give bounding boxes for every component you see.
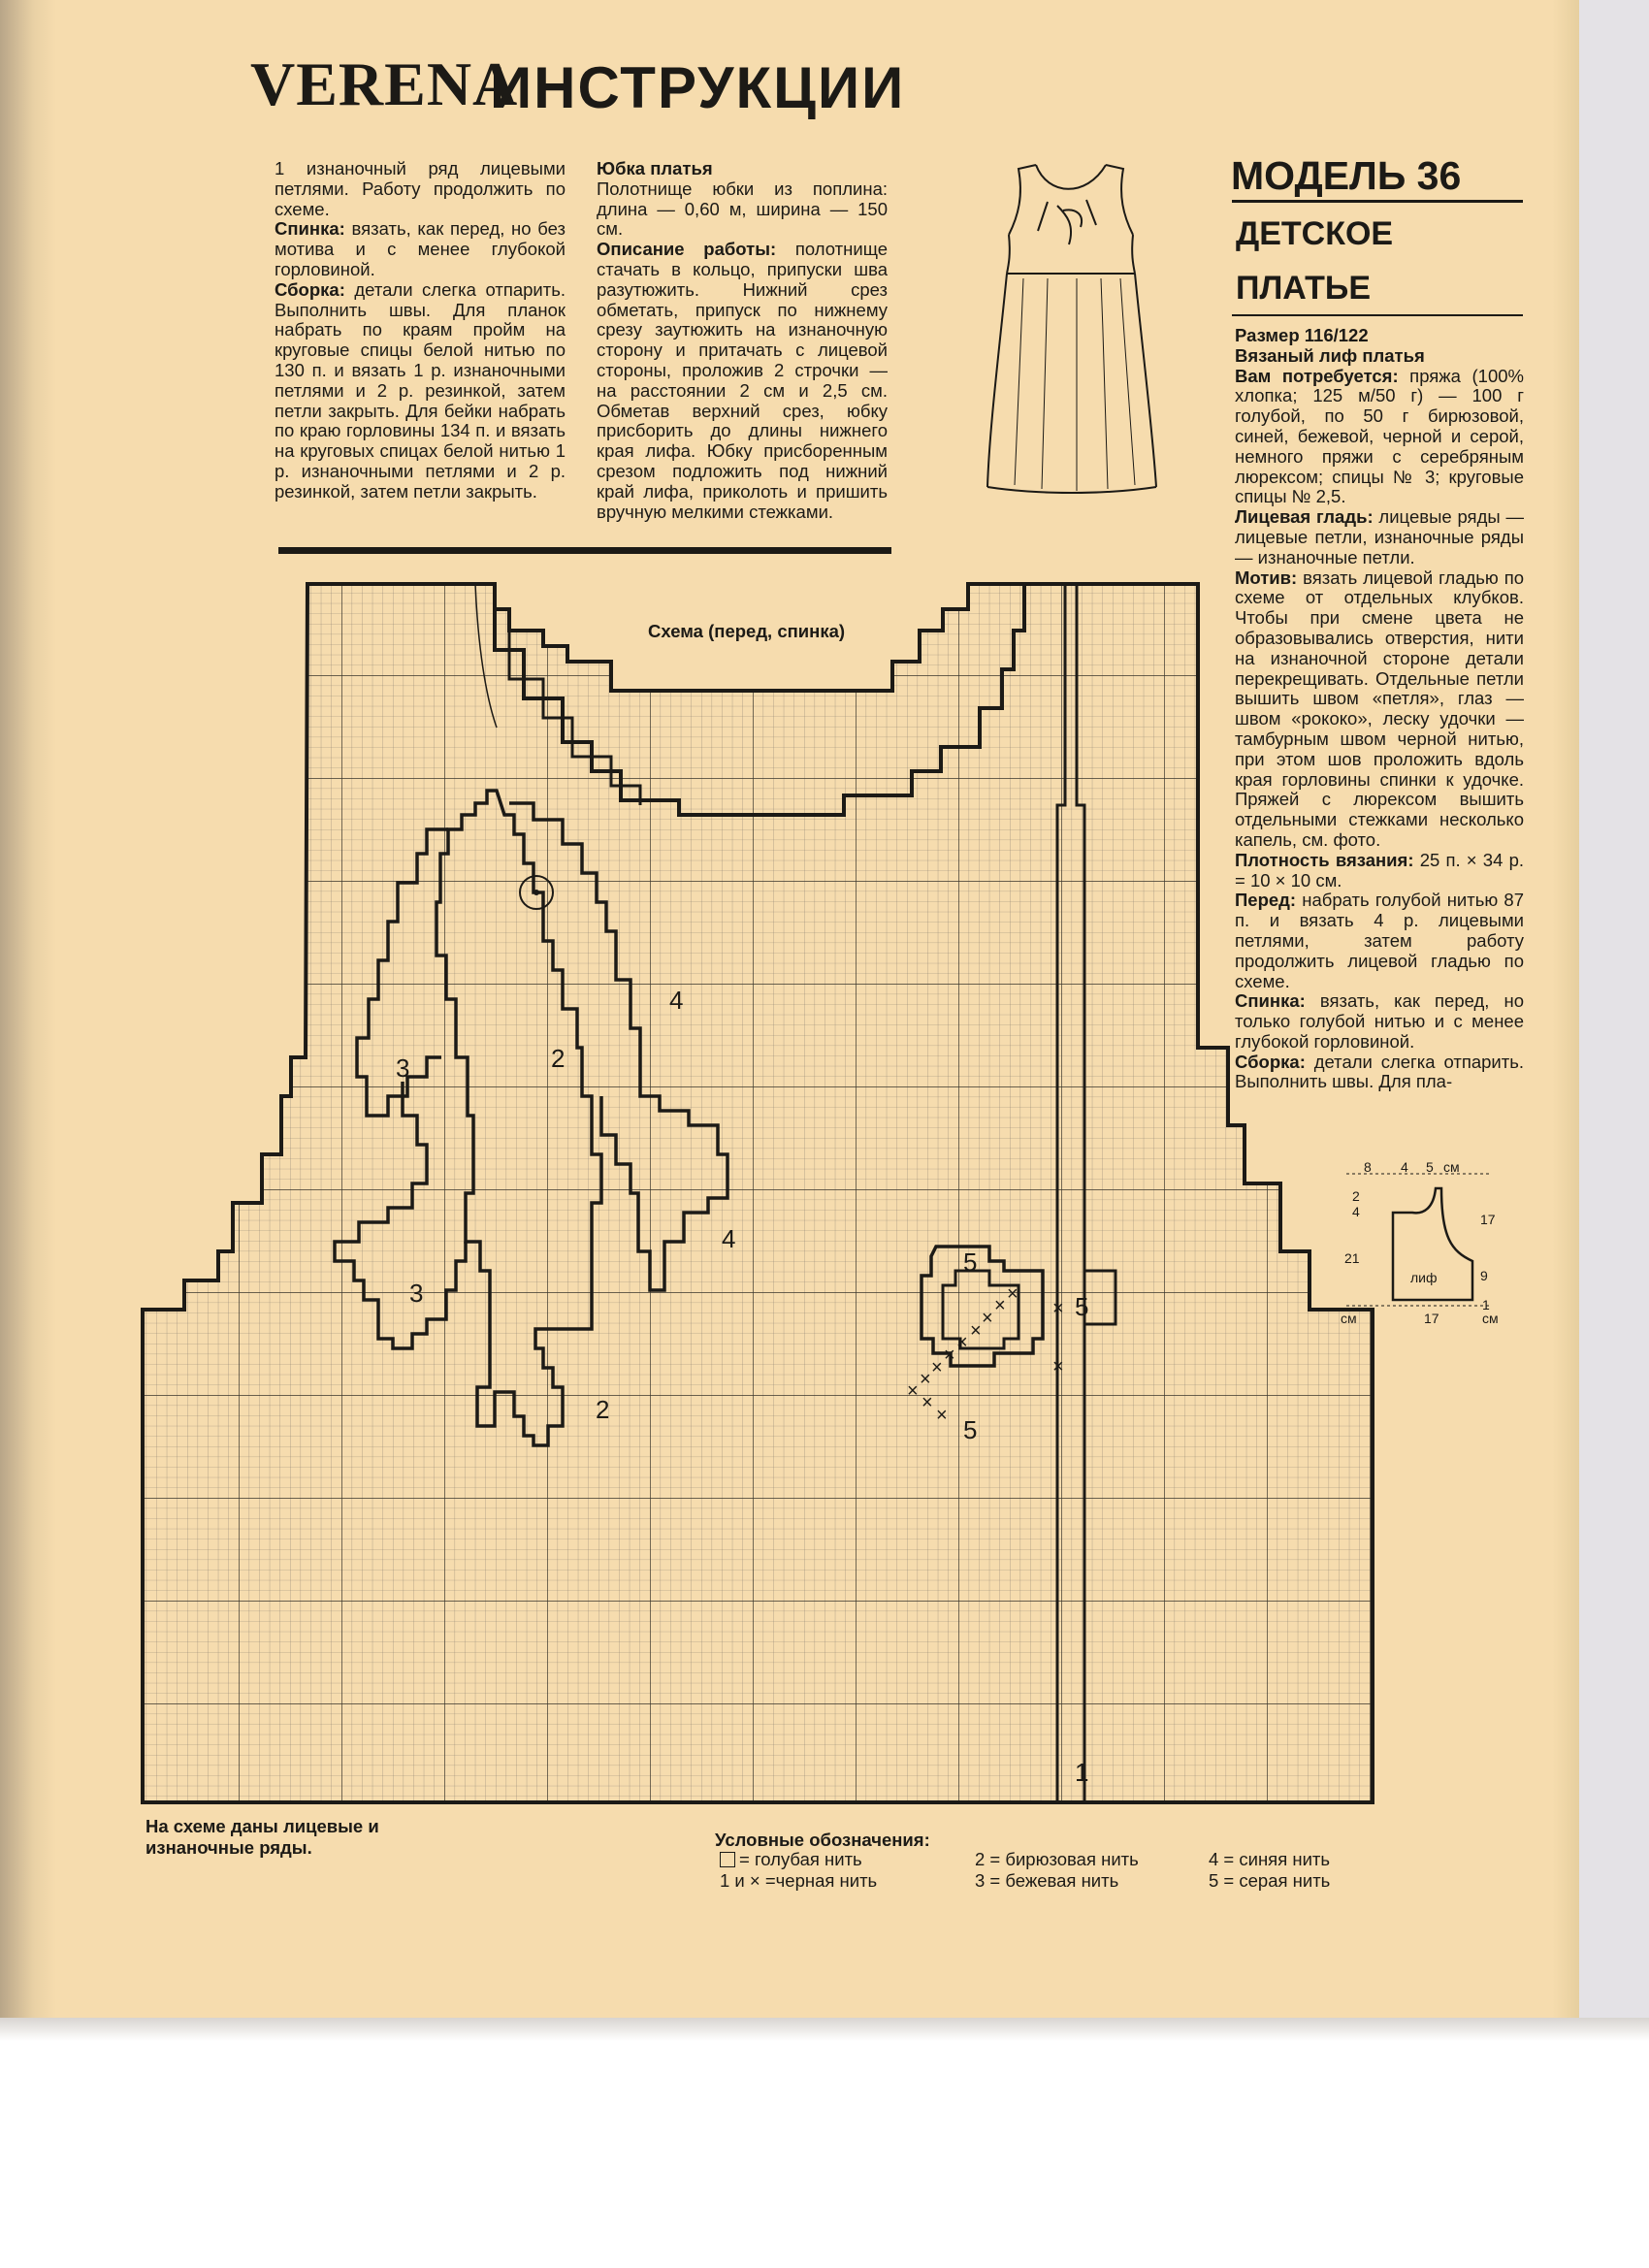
paragraph-assembly <box>275 280 566 502</box>
zone-label: 2 <box>596 1395 610 1424</box>
bodice-heading: Вязаный лиф платья <box>1235 344 1425 366</box>
model-subtitle-line-2: ПЛАТЬЕ <box>1236 270 1372 307</box>
fish-eye <box>534 890 539 895</box>
svg-text:×: × <box>922 1392 933 1413</box>
gauge-heading: Плотность вязания: <box>1235 849 1414 870</box>
legend-title: Условные обозначения: <box>715 1830 930 1850</box>
chart-note: На схеме даны лицевые и изнаночные ряды. <box>146 1816 379 1858</box>
motif-heading: Мотив: <box>1235 567 1298 588</box>
work-description-heading: Описание работы: <box>597 239 777 260</box>
page-edge <box>1552 0 1579 2018</box>
stockinette-heading: Лицевая гладь: <box>1235 506 1374 528</box>
zone-label: 2 <box>551 1044 566 1073</box>
scan-bottom-shadow <box>0 2018 1649 2041</box>
svg-text:×: × <box>1052 1298 1064 1319</box>
paragraph-back <box>275 219 566 279</box>
knitting-chart <box>136 572 1387 1814</box>
svg-text:×: × <box>907 1380 919 1402</box>
section-rule <box>278 547 891 554</box>
mini-right-label: 17 <box>1480 1212 1496 1227</box>
legend-item-blue: = голубая нить <box>720 1849 862 1870</box>
paragraph-work-description <box>597 240 888 522</box>
back-heading: Спинка: <box>275 218 345 240</box>
back-text-2: вязать, как перед, но только голубой нитью и с менее глубокой горловиной. <box>1235 990 1524 1052</box>
motif-text: вязать лицевой гладью по схеме от отдельных клубков. Чтобы при смене цвета не образовывались отверстия, нити на изнаночной стороне детали перекрещивать. Отдельные петли вышить швом «петля», глаз — швом «рококо», леску удочки — тамбурным швом черной нитью, при этом шов проложить вдоль края горловины спинки к удочке. Пряжей с люрексом вышить отдельными стежками несколько капель, см. фото. <box>1235 567 1524 850</box>
zone-label: 5 <box>1075 1292 1089 1321</box>
paragraph-materials <box>1235 367 1524 508</box>
svg-text:×: × <box>970 1320 982 1342</box>
paragraph-continuation: 1 изнаночный ряд лицевыми петлями. Работу продолжить по схеме. <box>275 158 566 219</box>
page-title: ИНСТРУКЦИИ <box>490 55 906 120</box>
zone-label: 5 <box>963 1247 978 1277</box>
mini-top-label: 4 <box>1401 1159 1408 1175</box>
assembly-text-2: детали слегка отпарить. Выполнить швы. Для пла- <box>1235 1051 1524 1092</box>
brand-logo: VERENA <box>250 49 519 118</box>
mini-right-label: 1 <box>1482 1297 1490 1312</box>
zone-label: 4 <box>722 1224 736 1253</box>
work-description-text: полотнище стачать в кольцо, припуски шва разутюжить. Нижний срез обметать, припуск по нижнему срезу заутюжить на изнаночную сторону и притачать с лицевой стороны, проложив 2 строчки — на расстоянии 2 см и 2,5 см. Обметав верхний срез, юбку присборить до длины нижнего края лифа. Юбку присборенным срезом подложить под нижний край лифа, приколоть и пришить вручную мелкими стежками. <box>597 239 888 522</box>
legend-item-grey: 5 = серая нить <box>1209 1870 1331 1891</box>
paragraph-stockinette <box>1235 507 1524 567</box>
mini-bottom-label: 17 <box>1424 1311 1439 1326</box>
instructions-column-2 <box>597 159 888 522</box>
zone-label: 3 <box>409 1279 424 1308</box>
mini-center-label: лиф <box>1410 1270 1438 1285</box>
mini-top-label: см <box>1443 1159 1460 1175</box>
legend-item-black: 1 и × =черная нить <box>720 1870 878 1891</box>
zone-label: 1 <box>1075 1758 1089 1787</box>
dress-sketch <box>980 157 1174 506</box>
mini-left-label: 4 <box>1352 1204 1360 1219</box>
chart-title: Схема (перед, спинка) <box>648 621 846 641</box>
skirt-fabric-text: Полотнище юбки из поплина: длина — 0,60 м, ширина — 150 см. <box>597 178 888 240</box>
front-text: набрать голубой нитью 87 п. и вязать 4 р. лицевыми петлями, затем работу продолжить лицевой гладью по схеме. <box>1235 890 1524 991</box>
mini-top-label: 8 <box>1364 1159 1372 1175</box>
mini-top-label: 5 <box>1426 1159 1434 1175</box>
zone-label: 3 <box>396 1053 410 1083</box>
svg-text:×: × <box>936 1405 948 1426</box>
front-heading: Перед: <box>1235 890 1297 911</box>
mini-left-label: 2 <box>1352 1188 1360 1204</box>
svg-text:×: × <box>982 1308 993 1329</box>
divider <box>1232 200 1523 203</box>
scan-background <box>1579 0 1649 2018</box>
empty-square-icon <box>720 1852 735 1867</box>
svg-text:×: × <box>944 1345 955 1366</box>
model-subtitle-line-1: ДЕТСКОЕ <box>1236 215 1394 252</box>
svg-text:×: × <box>956 1332 968 1353</box>
svg-text:×: × <box>931 1357 943 1378</box>
svg-text:×: × <box>1052 1356 1064 1377</box>
materials-heading: Вам потребуется: <box>1235 365 1399 386</box>
instructions-column-1 <box>275 159 566 502</box>
mini-right-label: см <box>1482 1311 1499 1326</box>
assembly-heading-2: Сборка: <box>1235 1051 1306 1072</box>
assembly-heading: Сборка: <box>275 278 345 300</box>
legend-item-beige: 3 = бежевая нить <box>975 1870 1119 1891</box>
svg-text:×: × <box>920 1369 931 1390</box>
legend-item-dark-blue: 4 = синяя нить <box>1209 1849 1331 1869</box>
materials-text: пряжа (100% хлопка; 125 м/50 г) — 100 г голубой, по 50 г бирюзовой, синей, бежевой, черной и серой, немного пряжи с серебряным люрексом; спицы № 3; круговые спицы № 2,5. <box>1235 365 1524 507</box>
gauge-text: 25 п. × 34 р. = 10 × 10 см. <box>1235 849 1524 891</box>
mini-left-label: 21 <box>1344 1250 1360 1266</box>
stockinette-text: лицевые ряды — лицевые петли, изнаночные ряды — изнаночные петли. <box>1235 506 1524 567</box>
svg-text:×: × <box>1007 1283 1018 1305</box>
skirt-heading: Юбка платья <box>597 158 713 178</box>
zone-label: 4 <box>669 986 684 1015</box>
svg-text:×: × <box>994 1295 1006 1316</box>
page-spine-shadow <box>0 0 56 2018</box>
legend-item-turquoise: 2 = бирюзовая нить <box>975 1849 1139 1869</box>
size-heading: Размер 116/122 <box>1235 325 1369 345</box>
mini-right-label: 9 <box>1480 1268 1488 1283</box>
zone-label: 5 <box>963 1415 978 1444</box>
divider <box>1232 314 1523 316</box>
back-heading-2: Спинка: <box>1235 990 1306 1012</box>
back-text: вязать, как перед, но без мотива и с менее глубокой горловиной. <box>275 218 566 279</box>
model-title: МОДЕЛЬ 36 <box>1231 153 1462 198</box>
assembly-text: детали слегка отпарить. Выполнить швы. Для планок набрать по краям пройм на круговые спицы белой нитью по 130 п. и вязать 1 р. изнаночными петлями и 2 р. резинкой, затем петли закрыть. Для бейки набрать по краю горловины 134 п. и вязать на круговых спицах белой нитью 1 р. изнаночными петлями и 2 р. резинкой, затем петли закрыть. <box>275 278 566 502</box>
